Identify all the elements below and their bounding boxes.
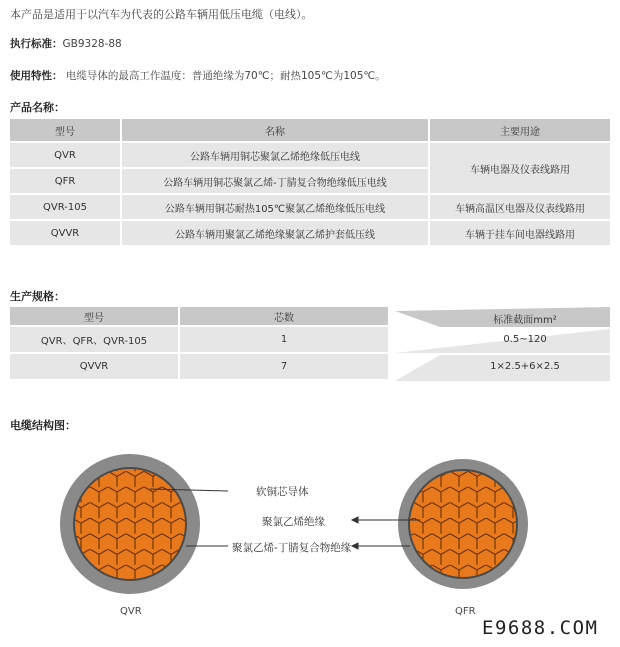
use-cell: 车辆电器及仪表线路用	[430, 143, 610, 195]
model-cell: QVR、QFR、QVR-105	[10, 327, 180, 354]
column-header: 型号	[10, 307, 180, 327]
model-cell: QVVR	[10, 354, 180, 381]
table-row	[10, 143, 610, 169]
model-cell: QVR	[10, 143, 122, 169]
section-cell: 0.5~120	[503, 334, 547, 345]
table-row	[10, 354, 388, 381]
name-cell: 公路车辆用铜芯聚氯乙烯绝缘低压电线	[122, 143, 430, 169]
specs-heading: 生产规格：	[10, 290, 65, 303]
characteristics-label: 使用特性：	[10, 70, 63, 82]
specs-table	[10, 307, 388, 381]
model-cell: QFR	[10, 169, 122, 195]
qfr-cable-icon	[398, 459, 528, 589]
table-row	[10, 327, 388, 354]
insulation-label: 聚氯乙烯绝缘	[262, 516, 325, 528]
section-column	[395, 307, 610, 383]
product-names-heading: 产品名称：	[10, 101, 65, 114]
table-header-row	[10, 307, 388, 327]
cores-cell: 1	[180, 327, 388, 354]
column-header: 主要用途	[430, 119, 610, 143]
name-cell: 公路车辆用铜芯聚氯乙烯-丁腈复合物绝缘低压电线	[122, 169, 430, 195]
section-cell: 1×2.5+6×2.5	[490, 361, 560, 372]
table-header-row	[10, 119, 610, 143]
use-cell: 车辆于挂车间电器线路用	[430, 221, 610, 247]
use-cell: 车辆高温区电器及仪表线路用	[430, 195, 610, 221]
qvr-caption: QVR	[120, 606, 142, 617]
characteristics-value: 电缆导体的最高工作温度：普通绝缘为70℃；耐热105℃为105℃。	[65, 70, 386, 82]
table-row	[10, 195, 610, 221]
conductor-label: 软铜芯导体	[256, 486, 309, 498]
name-cell: 公路车辆用聚氯乙烯绝缘聚氯乙烯护套低压线	[122, 221, 430, 247]
standard-label: 执行标准：	[10, 38, 63, 50]
table-row	[10, 221, 610, 247]
section-header: 标准截面mm²	[493, 315, 557, 326]
intro-text: 本产品是适用于以汽车为代表的公路车辆用低压电缆（电线）。	[10, 8, 313, 21]
cores-cell: 7	[180, 354, 388, 381]
standard-line	[10, 36, 122, 51]
characteristics-line	[10, 68, 386, 83]
structure-heading: 电缆结构图：	[10, 419, 76, 432]
model-cell: QVR-105	[10, 195, 122, 221]
standard-value: GB9328-88	[62, 38, 122, 50]
qfr-caption: QFR	[455, 606, 476, 617]
name-cell: 公路车辆用铜芯耐热105℃聚氯乙烯绝缘低压电线	[122, 195, 430, 221]
watermark: E9688.COM	[482, 617, 599, 639]
column-header: 名称	[122, 119, 430, 143]
cable-structure-diagram	[0, 440, 620, 620]
column-header: 芯数	[180, 307, 388, 327]
column-header: 型号	[10, 119, 122, 143]
qvr-cable-icon	[60, 454, 200, 594]
model-cell: QVVR	[10, 221, 122, 247]
composite-insulation-label: 聚氯乙烯-丁腈复合物绝缘	[232, 542, 352, 554]
product-names-table	[10, 119, 610, 247]
